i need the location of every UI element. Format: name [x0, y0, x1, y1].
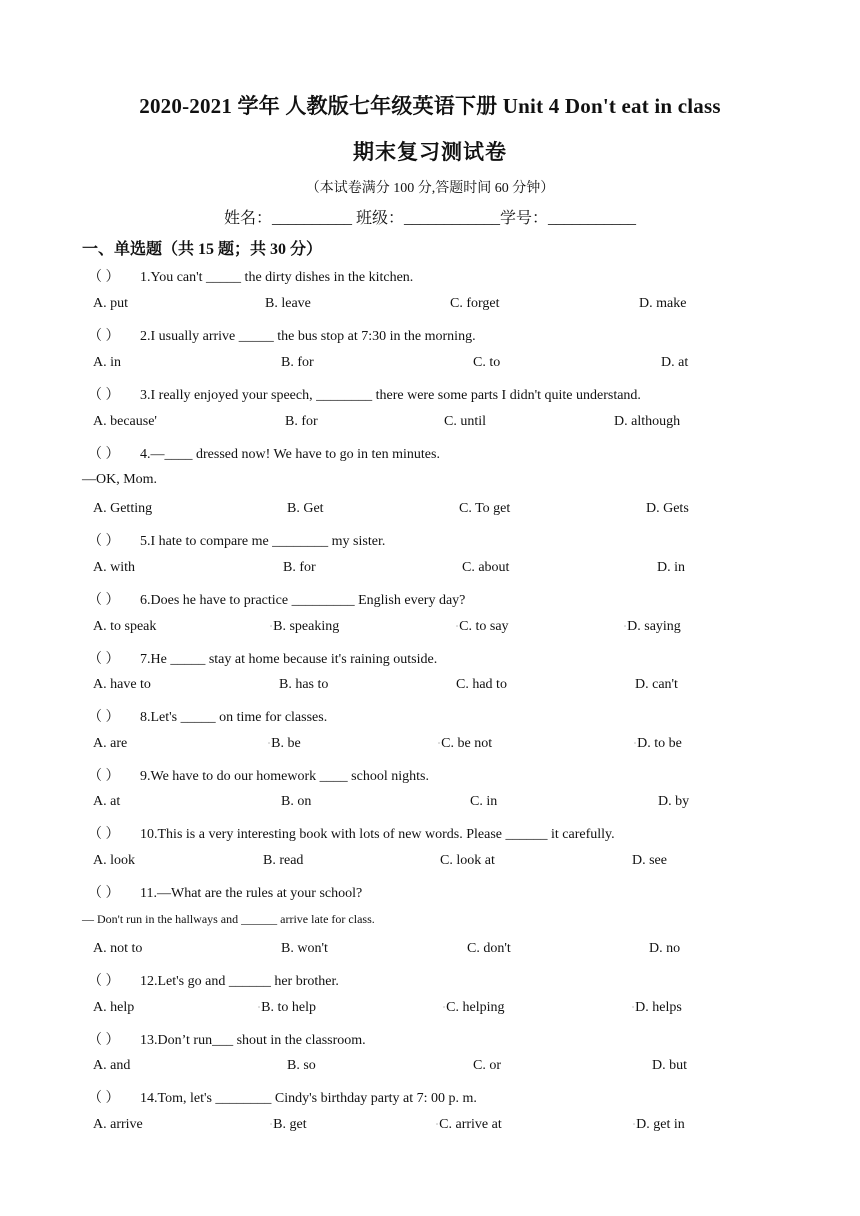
option-a: A. to speak [93, 619, 157, 634]
answer-blank[interactable]: （ ） [88, 270, 120, 285]
answer-blank[interactable]: （ ） [88, 710, 120, 725]
option-a: A. in [93, 355, 121, 370]
option-a: A. arrive [93, 1117, 143, 1132]
question-stem: 5.I hate to compare me ________ my sister. [140, 534, 386, 549]
question-stem: 9.We have to do our homework ____ school nights. [140, 769, 429, 784]
option-d: ▫D. helps [632, 1000, 682, 1015]
answer-blank[interactable]: （ ） [88, 1091, 120, 1106]
option-a: A. Getting [93, 501, 153, 516]
option-b: ▫B. be [268, 736, 301, 751]
question-stem: 3.I really enjoyed your speech, ________ there were some parts I didn't quite understand. [140, 388, 641, 403]
option-d: ▫D. saying [624, 619, 681, 634]
question-stem: 7.He _____ stay at home because it's raining outside. [140, 652, 438, 667]
answer-blank[interactable]: （ ） [88, 652, 120, 667]
answer-blank[interactable]: （ ） [88, 974, 120, 989]
option-d: D. in [657, 560, 685, 575]
question-13 [88, 1029, 366, 1049]
question-1 [88, 266, 413, 286]
option-a: A. and [93, 1058, 131, 1073]
question-3 [88, 384, 641, 404]
question-stem: 8.Let's _____ on time for classes. [140, 710, 328, 725]
question-4 [88, 443, 440, 463]
question-12 [88, 970, 339, 990]
option-a: A. look [93, 853, 135, 868]
option-c: ▫C. helping [443, 1000, 505, 1015]
answer-blank[interactable]: （ ） [88, 1033, 120, 1048]
exam-subtitle: 期末复习测试卷 [353, 140, 507, 164]
answer-blank[interactable]: （ ） [88, 827, 120, 842]
option-d: D. at [661, 355, 689, 370]
option-c: ▫C. to say [456, 619, 509, 634]
option-c: C. or [473, 1058, 501, 1073]
option-d: D. make [639, 296, 687, 311]
option-a: A. at [93, 794, 121, 809]
option-b: B. so [287, 1058, 316, 1073]
question-stem: 6.Does he have to practice _________ English every day? [140, 593, 466, 608]
exam-note: （本试卷满分 100 分,答题时间 60 分钟） [305, 181, 555, 196]
question-stem: 2.I usually arrive _____ the bus stop at 7:30 in the morning. [140, 329, 476, 344]
question-10 [88, 823, 615, 843]
question-dialogue-reply: — Don't run in the hallways and ______ arrive late for class. [82, 912, 375, 926]
option-b: B. won't [281, 941, 328, 956]
option-d: D. by [658, 794, 690, 809]
option-d: D. can't [635, 677, 678, 692]
question-stem: 13.Don’t run___ shout in the classroom. [140, 1033, 366, 1048]
option-a: A. put [93, 296, 128, 311]
student-info-line: 姓名：__________ 班级：____________学号：___________ [223, 210, 636, 227]
option-a: A. not to [93, 941, 143, 956]
option-c: C. don't [467, 941, 511, 956]
answer-blank[interactable]: （ ） [88, 388, 120, 403]
option-a: A. are [93, 736, 128, 751]
option-d: D. although [614, 414, 681, 429]
option-b: B. for [285, 414, 318, 429]
option-b: B. on [281, 794, 312, 809]
question-2 [88, 325, 476, 345]
option-d: D. no [649, 941, 681, 956]
option-d: D. see [632, 853, 667, 868]
option-c: C. until [444, 414, 487, 429]
answer-blank[interactable]: （ ） [88, 534, 120, 549]
option-b: B. Get [287, 501, 324, 516]
answer-blank[interactable]: （ ） [88, 886, 120, 901]
question-14 [88, 1087, 477, 1107]
option-d: D. Gets [646, 501, 689, 516]
question-stem: 1.You can't _____ the dirty dishes in the kitchen. [140, 270, 414, 285]
option-b: ▫B. to help [258, 1000, 316, 1015]
option-b: B. leave [265, 296, 311, 311]
option-c: C. in [470, 794, 498, 809]
question-stem: 11.—What are the rules at your school? [140, 886, 363, 901]
question-7 [88, 648, 437, 668]
option-b: B. has to [279, 677, 329, 692]
question-stem: 10.This is a very interesting book with lots of new words. Please ______ it carefully. [140, 827, 615, 842]
option-c: C. to [473, 355, 501, 370]
option-b: ▫B. speaking [270, 619, 340, 634]
option-c: ▫C. arrive at [436, 1117, 502, 1132]
exam-title: 2020-2021 学年 人教版七年级英语下册 Unit 4 Don't eat in class [139, 94, 721, 118]
section-title: 一、单选题（共 15 题；共 30 分） [82, 241, 323, 258]
option-d: D. but [652, 1058, 687, 1073]
option-c: C. forget [450, 296, 500, 311]
answer-blank[interactable]: （ ） [88, 329, 120, 344]
option-c: C. had to [456, 677, 507, 692]
option-c: C. look at [440, 853, 495, 868]
question-9 [88, 765, 429, 785]
option-a: A. have to [93, 677, 151, 692]
option-b: B. for [281, 355, 314, 370]
question-6 [88, 589, 465, 609]
option-a: A. with [93, 560, 135, 575]
option-a: A. help [93, 1000, 135, 1015]
option-b: B. read [263, 853, 304, 868]
answer-blank[interactable]: （ ） [88, 769, 120, 784]
question-stem: 4.—____ dressed now! We have to go in ten minutes. [140, 447, 440, 462]
option-a: A. because' [93, 414, 157, 429]
question-stem: 14.Tom, let's ________ Cindy's birthday party at 7: 00 p. m. [140, 1091, 477, 1106]
question-5 [88, 530, 385, 550]
option-d: ▫D. to be [634, 736, 682, 751]
option-c: C. To get [459, 501, 511, 516]
answer-blank[interactable]: （ ） [88, 593, 120, 608]
option-c: C. about [462, 560, 510, 575]
question-stem: 12.Let's go and ______ her brother. [140, 974, 339, 989]
option-c: ▫C. be not [438, 736, 493, 751]
answer-blank[interactable]: （ ） [88, 447, 120, 462]
question-8 [88, 706, 327, 726]
question-dialogue-reply: —OK, Mom. [82, 472, 158, 487]
question-11 [88, 882, 362, 902]
option-b: ▫B. get [270, 1117, 307, 1132]
option-b: B. for [283, 560, 316, 575]
option-d: ▫D. get in [633, 1117, 685, 1132]
